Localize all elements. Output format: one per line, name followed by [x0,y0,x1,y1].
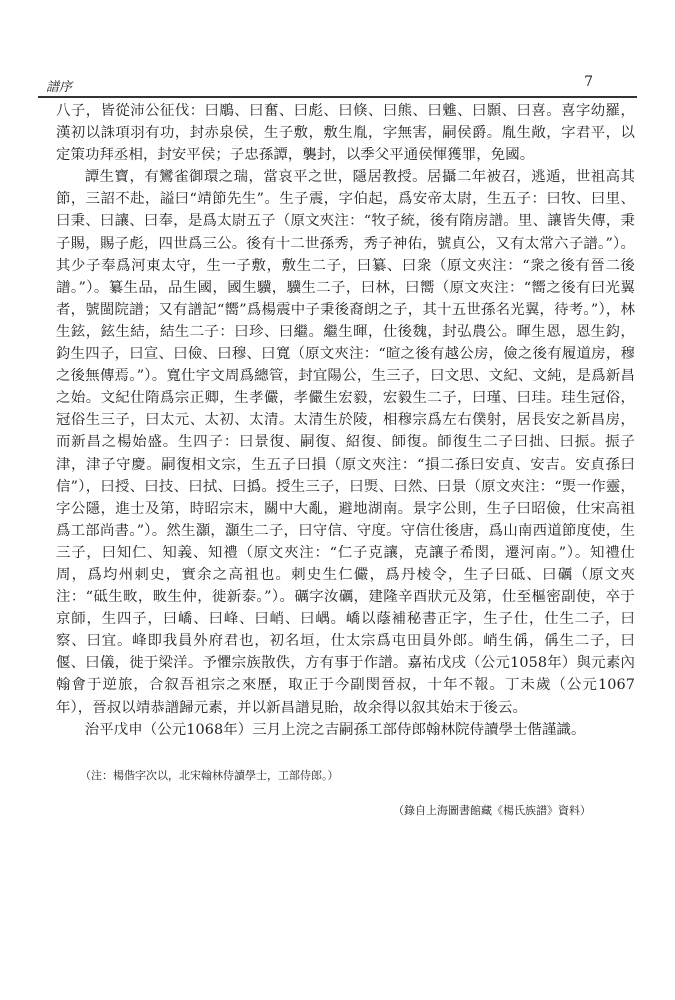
paragraph-3-signature: 治平戊申（公元1068年）三月上浣之吉嗣孫工部侍郎翰林院侍讀學士偕謹識。 [84,721,586,738]
paragraph-1: 八子，皆從沛公征伐：曰鵰、曰奮、曰彪、曰倏、曰熊、曰魋、曰顥、曰喜。喜字幼羅，漢初以誅項羽有功，封赤泉侯，生子敷，敷生胤，字無害，嗣侯爵。胤生敞，字君平，以定策功拜丞相，封安平侯；子忠孫譚，襲封，以季父平通侯惲獲罪，免國。 [56,103,635,164]
footnote: （注：楊偕字次以，北宋翰林侍讀學士，工部侍郎。） [80,769,339,782]
body-text [56,100,635,741]
page-header [38,74,637,96]
running-header-title: 譜序 [46,80,73,95]
header-divider [38,96,637,98]
page-number: 7 [584,74,593,90]
source-citation: （錄自上海圖書館藏《楊氏族譜》資料） [393,804,591,817]
paragraph-2: 譚生寶，有鸞雀御環之瑞，當哀平之世，隱居教授。居攝二年被召，逃遁，世祖高其節，三詔不赴，謚曰“靖節先生”。生子震，字伯起，爲安帝太尉，生五子：曰牧、曰里、曰秉、曰讓、曰奉，是爲太尉五子（原文夾注：“牧子統，後有隋房譜。里、讓皆失傳，秉子賜，賜子彪，四世爲三公。後有十二世孫秀，秀子神佑，號貞公，又有太常六子譜。”）。其少子奉爲河東太守，生一子敷，敷生二子，曰纂、曰衆（原文夾注：“衆之後有晉二後譜。”）。纂生品，品生國，國生驥，驥生二子，曰林，曰嚮（原文夾注：“嚮之後有曰光翼者，號閩院譜；又有譜記“嚮”爲楊震中子秉後裔朗之子，其十五世孫名光翼，待考。”），林生鉉，鉉生結，結生二子：曰珍、曰繼。繼生暉，仕後魏，封弘農公。暉生恩，恩生鈞，鈞生四子，曰宣、曰儉、曰穆、曰寬（原文夾注：“暄之後有越公房，儉之後有履道房，穆之後無傳焉。”）。寬仕宇文周爲總管，封宜陽公，生三子，曰文思、文紀、文純，是爲新昌之始。文紀仕隋爲宗正卿，生孝儼，孝儼生宏毅，宏毅生二子，曰瑾、曰珪。珪生冠俗，冠俗生三子，曰太元、太初、太清。太清生於陵，相穆宗爲左右僕射，居長安之新昌房，而新昌之楊始盛。生四子：曰景復、嗣復、紹復、師復。師復生二子曰拙、曰振。振子津，津子守慶。嗣復相文宗，生五子曰損（原文夾注：“損二孫曰安貞、安吉。安貞孫曰信”），曰授、曰技、曰拭、曰撝。授生三子，曰煚、曰然、曰景（原文夾注：“煚一作靈，字公隱，進士及第，時昭宗末，關中大亂，避地湖南。景字公則，生子曰昭儉，仕宋高祖爲工部尚書。”）。然生灝，灝生二子，曰守信、守度。守信仕後唐，爲山南西道節度使，生三子，曰知仁、知義、知禮（原文夾注：“仁子克讓，克讓子希閔，遷河南。”）。知禮仕周，爲均州刺史，實余之高祖也。刺史生仁儼，爲丹棱令，生子曰砥、曰礪（原文夾注：“砥生畋，畋生仲，徙新泰。”）。礪字汝礪，建隆辛酉狀元及第，仕至樞密副使，卒于京師，生四子，曰嶠、曰峰、曰峭、曰嵎。嶠以蔭補秘書正字，生子仕，仕生二子，曰察、曰宜。峰即我員外府君也，初名垣，仕太宗爲屯田員外郎。峭生偁，偁生二子，曰偃、曰儀，徙于梁洋。予懼宗族散佚，方有事于作譜。嘉祐戊戌（公元1058年）與元素內翰會于逆旅，合叙吾祖宗之來歷，取正于今副閔晉叔，十年不報。丁未歲（公元1067年），晉叔以靖恭譜歸元素，并以新昌譜見貽，故余得以叙其始末于後云。 [56,169,635,716]
